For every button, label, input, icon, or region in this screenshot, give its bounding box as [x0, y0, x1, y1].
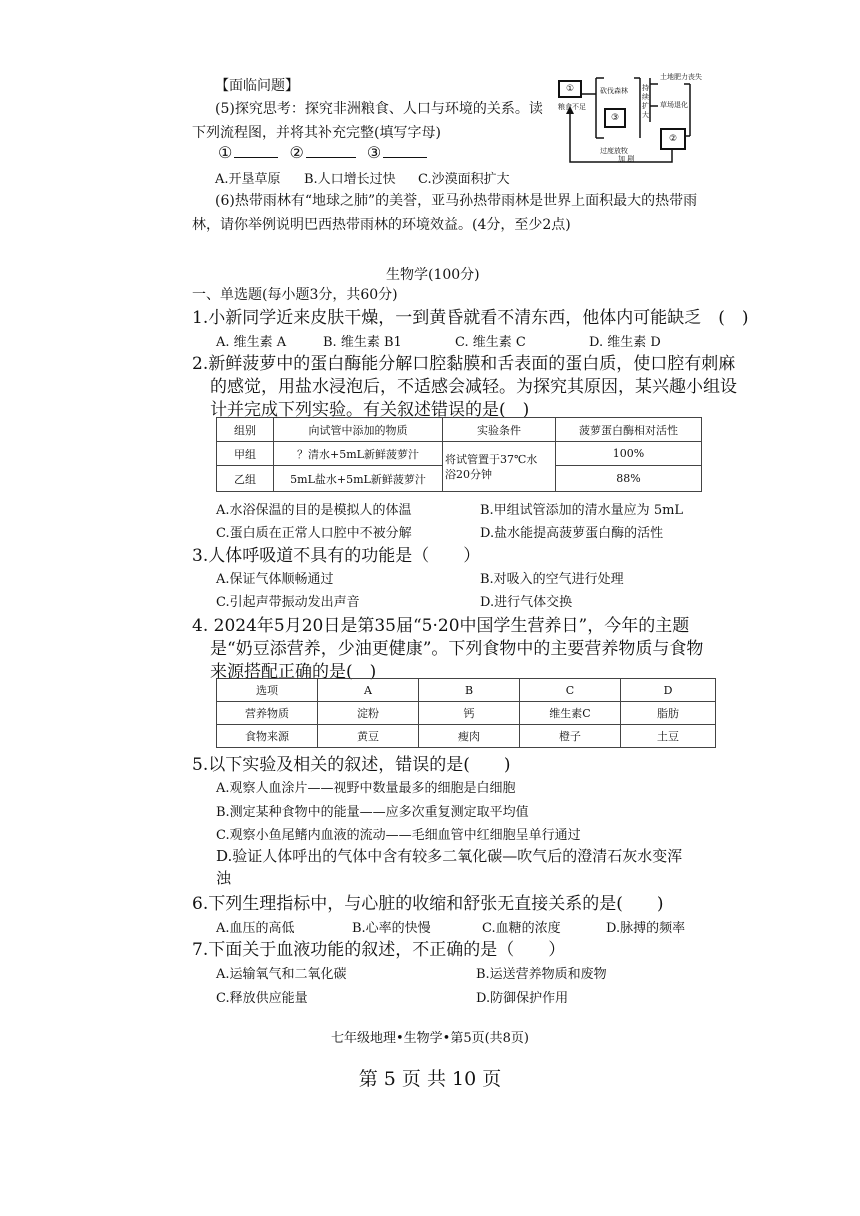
q4-cell: 黄豆: [318, 725, 419, 748]
blank-1-label: ①: [218, 143, 233, 162]
q2-cell-activity-jia: 100%: [556, 442, 702, 466]
answer-blanks: [218, 143, 427, 162]
q3-option-c: C.引起声带振动发出声音: [216, 595, 360, 610]
bio-title: 生物学(100分): [386, 267, 480, 283]
q4-line3: 来源搭配正确的是( ): [210, 662, 377, 682]
q4-cell: 钙: [419, 702, 520, 725]
q2-cell-activity-yi: 88%: [556, 466, 702, 492]
q4-table-row: [217, 725, 716, 748]
q3-option-a: A.保证气体顺畅通过: [216, 572, 334, 587]
q3-option-d: D.进行气体交换: [480, 595, 573, 610]
q5-option-c: C.观察小鱼尾鳍内血液的流动——毛细血管中红细胞呈单行通过: [216, 828, 581, 843]
q6-option-b: B.心率的快慢: [352, 921, 431, 936]
flowchart-box-1: ①: [558, 80, 582, 98]
q1-option-a: A. 维生素 A: [216, 335, 287, 350]
q2-table-header-row: [217, 418, 702, 442]
q4-cell: 土豆: [621, 725, 716, 748]
q5-option-d-line1: D.验证人体呼出的气体中含有较多二氧化碳—吹气后的澄清石灰水变浑: [216, 847, 683, 865]
q7-option-b: B.运送营养物质和废物: [476, 967, 607, 982]
flowchart-label-liangshi: 粮食不足: [558, 103, 586, 111]
flowchart: [556, 70, 702, 166]
blank-3-label: ③: [366, 143, 382, 162]
q4-cell: 维生素C: [520, 702, 621, 725]
blank-2-line[interactable]: [306, 143, 356, 158]
q4-cell: 营养物质: [217, 702, 318, 725]
q2-table-row: [217, 442, 702, 466]
q2-line1: 2.新鲜菠萝中的蛋白酶能分解口腔黏膜和舌表面的蛋白质，使口腔有刺麻: [192, 354, 736, 374]
q2-cell-substance-yi: 5mL盐水+5mL新鲜菠萝汁: [274, 466, 443, 492]
outer-page-footer: 第 5 页 共 10 页: [358, 1068, 502, 1090]
flowchart-label-center: 持续扩大: [642, 84, 649, 119]
q2-th-group: 组别: [217, 418, 274, 442]
q4-cell: 脂肪: [621, 702, 716, 725]
q4-th-a: A: [318, 679, 419, 702]
q2-th-substance: 向试管中添加的物质: [274, 418, 443, 442]
q6-option-c: C.血糖的浓度: [482, 921, 561, 936]
q2-cell-condition: [443, 442, 556, 492]
q4-table-row: [217, 702, 716, 725]
q4-th-option: 选项: [217, 679, 318, 702]
q4-th-d: D: [621, 679, 716, 702]
geo-option-c: C.沙漠面积扩大: [418, 172, 510, 187]
geo-q6-line1: (6)热带雨林有“地球之肺”的美誉，亚马孙热带雨林是世界上面积最大的热带雨: [215, 193, 698, 209]
q1-option-b: B. 维生素 B1: [323, 335, 402, 350]
q2-th-condition: 实验条件: [443, 418, 556, 442]
q7-option-a: A.运输氧气和二氧化碳: [216, 967, 347, 982]
geo-option-b: B.人口增长过快: [304, 172, 396, 187]
q5-option-b: B.测定某种食物中的能量——应多次重复测定取平均值: [216, 805, 529, 820]
q7-option-c: C.释放供应能量: [216, 991, 308, 1006]
q6-stem: 6.下列生理指标中，与心脏的收缩和舒张无直接关系的是( ): [192, 894, 664, 914]
q4-cell: 橙子: [520, 725, 621, 748]
q7-option-d: D.防御保护作用: [476, 991, 569, 1006]
q4-cell: 食物来源: [217, 725, 318, 748]
q1-option-c: C. 维生素 C: [455, 335, 526, 350]
flowchart-label-caochang: 草场退化: [660, 101, 688, 109]
blank-1-line[interactable]: [234, 143, 278, 158]
geo-q5-line1: (5)探究思考：探究非洲粮食、人口与环境的关系。读: [215, 101, 543, 117]
section-heading: 【面临问题】: [215, 78, 299, 94]
inner-page-footer: 七年级地理•生物学•第5页(共8页): [330, 1031, 530, 1046]
q4-cell: 瘦肉: [419, 725, 520, 748]
q2-th-activity: 菠萝蛋白酶相对活性: [556, 418, 702, 442]
flowchart-label-jiaju: 加 剧: [618, 155, 635, 163]
q4-table: [216, 678, 716, 748]
q2-cell-group-jia: 甲组: [217, 442, 274, 466]
geo-q5-line2: 下列流程图，并将其补充完整(填写字母): [192, 125, 441, 141]
q5-stem: 5.以下实验及相关的叙述，错误的是( ): [192, 755, 511, 775]
flowchart-box-3: ③: [604, 108, 626, 128]
q7-stem: 7.下面关于血液功能的叙述，不正确的是（ ）: [192, 940, 566, 960]
q6-option-d: D.脉搏的频率: [606, 921, 686, 936]
q2-cell-substance-jia: ？清水+5mL新鲜菠萝汁: [274, 442, 443, 466]
q6-option-a: A.血压的高低: [216, 921, 295, 936]
q2-line2: 的感觉，用盐水浸泡后，不适感会减轻。为探究其原因，某兴趣小组设: [210, 377, 737, 397]
flowchart-label-kanfa: 砍伐森林: [600, 87, 628, 95]
q2-option-c: C.蛋白质在正常人口腔中不被分解: [216, 526, 412, 541]
blank-2-label: ②: [289, 143, 304, 162]
q2-line3: 计并完成下列实验。有关叙述错误的是( ): [210, 400, 530, 420]
q4-table-header-row: [217, 679, 716, 702]
q4-line1: 4. 2024年5月20日是第35届“5·20中国学生营养日”，今年的主题: [192, 616, 690, 636]
flowchart-label-guodu: 过度放牧: [600, 147, 628, 155]
q2-condition-line1: 将试管置于37℃水: [445, 452, 538, 466]
flowchart-label-tudi: 土地肥力丧失: [660, 73, 702, 81]
q2-option-a: A.水浴保温的目的是模拟人的体温: [216, 503, 412, 518]
q2-option-d: D.盐水能提高菠萝蛋白酶的活性: [480, 526, 664, 541]
q2-condition-line2: 浴20分钟: [445, 467, 492, 481]
q2-table: [216, 417, 702, 492]
q4-th-b: B: [419, 679, 520, 702]
q2-cell-group-yi: 乙组: [217, 466, 274, 492]
q5-option-a: A.观察人血涂片——视野中数量最多的细胞是白细胞: [216, 781, 516, 796]
flowchart-box-2: ②: [660, 128, 686, 150]
q1-option-d: D. 维生素 D: [589, 335, 661, 350]
q4-cell: 淀粉: [318, 702, 419, 725]
q2-option-b: B.甲组试管添加的清水量应为 5mL: [480, 503, 684, 518]
q5-option-d-line2: 浊: [216, 869, 232, 887]
blank-3-line[interactable]: [383, 143, 427, 158]
geo-q6-line2: 林，请你举例说明巴西热带雨林的环境效益。(4分，至少2点): [192, 217, 571, 233]
bio-section-heading: 一、单选题(每小题3分，共60分): [192, 287, 398, 303]
geo-option-a: A.开垦草原: [215, 172, 281, 187]
q4-th-c: C: [520, 679, 621, 702]
q3-stem: 3.人体呼吸道不具有的功能是（ ）: [192, 546, 481, 566]
q3-option-b: B.对吸入的空气进行处理: [480, 572, 624, 587]
q1-stem: 1.小新同学近来皮肤干燥，一到黄昏就看不清东西，他体内可能缺乏 ( ): [192, 308, 749, 328]
q4-line2: 是“奶豆添营养，少油更健康”。下列食物中的主要营养物质与食物: [210, 639, 704, 659]
